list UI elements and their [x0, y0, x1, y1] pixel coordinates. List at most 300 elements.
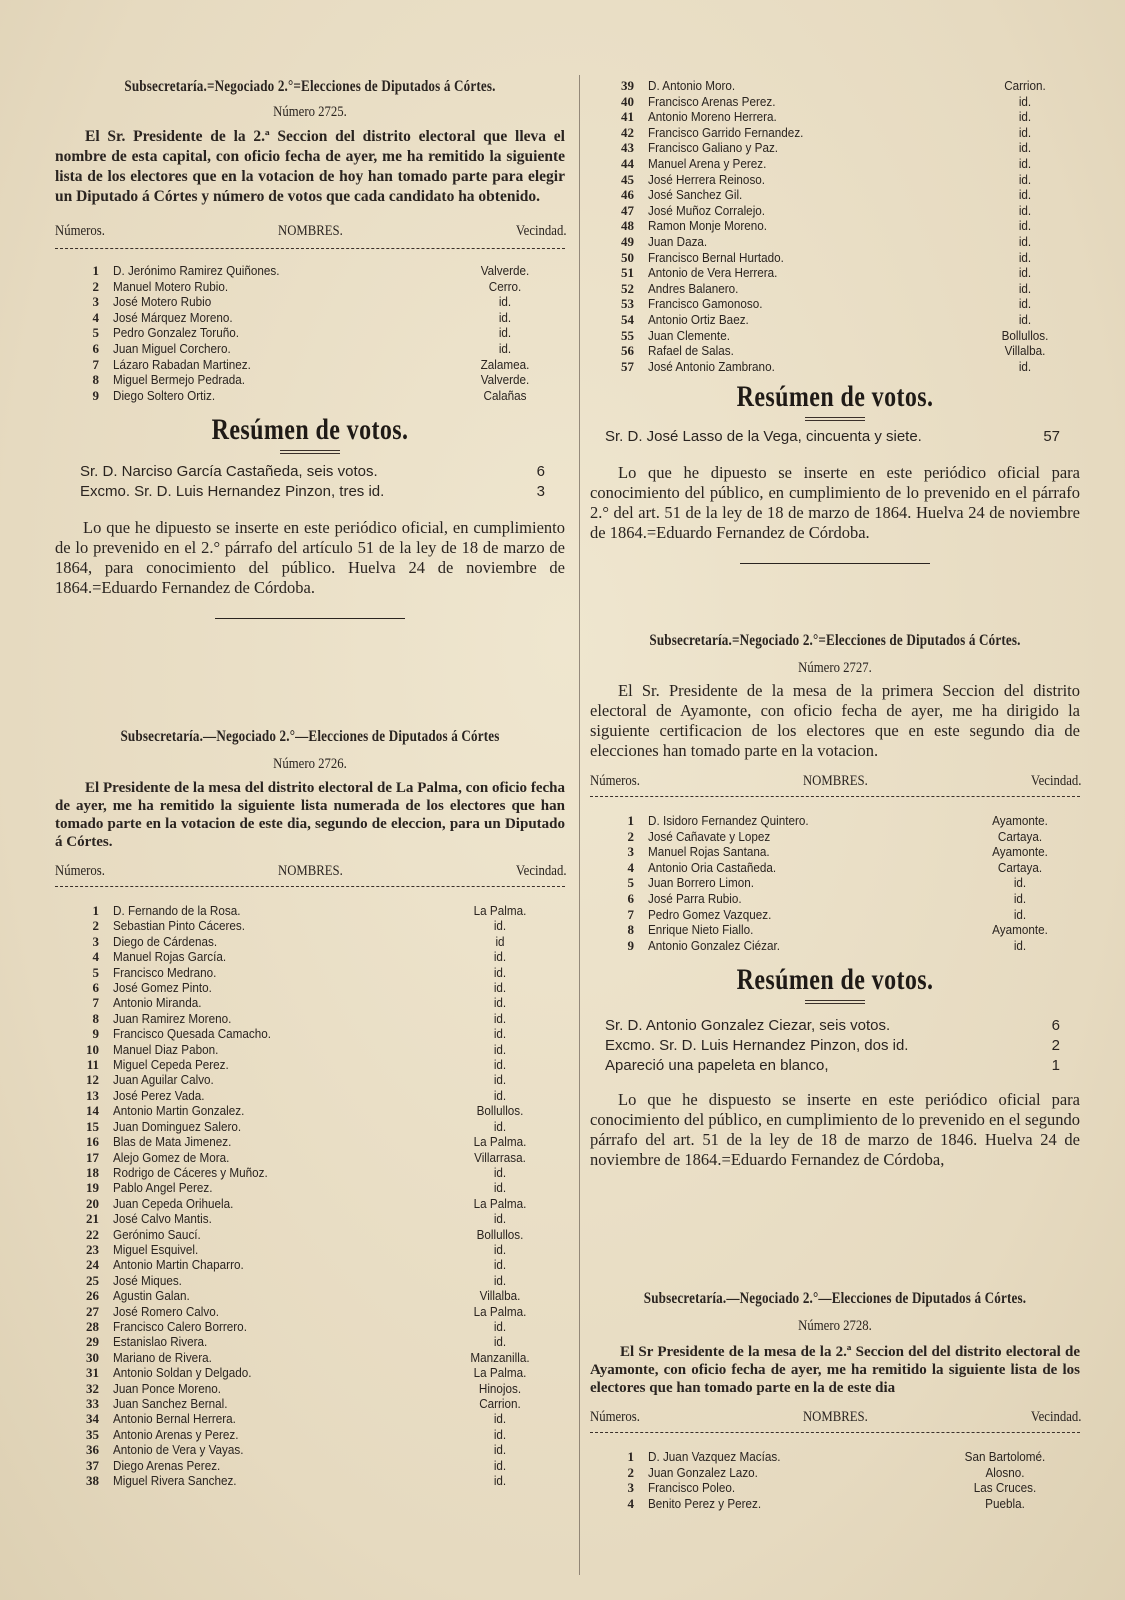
col-vecindad: Vecindad.: [1030, 1409, 1082, 1425]
elector-vecindad: id.: [1018, 109, 1032, 125]
elector-vecindad: Bollullos.: [476, 1103, 524, 1119]
elector-vecindad: id.: [493, 1318, 507, 1334]
table-row: [55, 1273, 565, 1288]
row-number: 57: [621, 358, 634, 374]
table-row: [55, 1458, 565, 1473]
resumen-title: Resúmen de votos.: [211, 413, 409, 447]
col-numeros: Números.: [55, 863, 105, 879]
elector-vecindad: id.: [493, 964, 507, 980]
row-number: 7: [627, 906, 634, 922]
elector-name: Francisco Arenas Perez.: [648, 93, 776, 109]
row-number: 25: [86, 1272, 99, 1288]
closing-text: Lo que he dipuesto se inserte en este periódico oficial para conocimiento del público, en cumplimiento de lo prevenido en el párrafo 2.° del art. 51 de la ley de 18 de marzo de 1864. Huelva 24 de noviembre de 1864.=Eduardo Fernandez de Córdoba.: [590, 463, 1080, 543]
section-number: Número 2725.: [273, 104, 347, 120]
elector-name: D. Isidoro Fernandez Quintero.: [648, 813, 809, 828]
elector-vecindad: id.: [1018, 296, 1032, 312]
row-number: 46: [621, 187, 634, 203]
elector-name: Juan Dominguez Salero.: [113, 1118, 242, 1134]
row-number: 12: [86, 1072, 99, 1088]
vote-summary: [590, 1016, 1080, 1076]
elector-vecindad: Manzanilla.: [470, 1349, 530, 1365]
closing-text: Lo que he dipuesto se inserte en este periódico oficial, en cumplimiento de lo prevenido en el 2.° párrafo del artículo 51 de la ley de 18 de marzo de 1864, para conocimiento del público. Huelva 24 de noviembre de 1864.=Eduardo Fernandez de Córdoba.: [55, 518, 565, 598]
elector-vecindad: id.: [493, 1211, 507, 1227]
elector-name: Manuel Rojas García.: [113, 949, 227, 965]
elector-vecindad: id.: [493, 1457, 507, 1473]
table-row: [590, 829, 1080, 845]
vote-line: Excmo. Sr. D. Luis Hernandez Pinzon, dos id. 2: [605, 1037, 1060, 1055]
elector-name: Antonio Miranda.: [113, 995, 202, 1011]
elector-name: José Sanchez Gil.: [648, 187, 743, 203]
row-number: 6: [627, 890, 634, 906]
elector-vecindad: Cartaya.: [997, 828, 1043, 844]
elector-name: Blas de Mata Jimenez.: [113, 1134, 232, 1150]
table-row: [590, 172, 1080, 188]
table-row: [55, 1334, 565, 1349]
resumen-title: Resúmen de votos.: [736, 380, 934, 414]
elector-name: Juan Ramirez Moreno.: [113, 1010, 232, 1026]
elector-vecindad: Bollullos.: [1001, 327, 1049, 343]
table-row: [55, 1211, 565, 1226]
elector-vecindad: id.: [1013, 890, 1027, 906]
row-number: 17: [86, 1149, 99, 1165]
section-separator: [740, 563, 930, 564]
row-number: 48: [621, 218, 634, 234]
table-row: [590, 907, 1080, 923]
elector-list: [55, 263, 565, 403]
elector-name: Miguel Cepeda Perez.: [113, 1057, 229, 1073]
col-nombres: NOMBRES.: [277, 223, 343, 239]
elector-vecindad: id.: [1018, 249, 1032, 265]
row-number: 38: [86, 1473, 99, 1489]
elector-name: Antonio Soldan y Delgado.: [113, 1365, 252, 1381]
table-row: [55, 1350, 565, 1365]
header-rule: [590, 796, 1080, 797]
col-nombres: NOMBRES.: [802, 1409, 868, 1425]
col-nombres: NOMBRES.: [802, 773, 868, 789]
row-number: 16: [86, 1134, 99, 1150]
table-row: 4 José Márquez Moreno. id.: [92, 309, 512, 325]
elector-vecindad: id.: [493, 1010, 507, 1026]
elector-vecindad: Puebla.: [985, 1495, 1025, 1511]
table-row: [590, 328, 1080, 344]
table-row: 5 Pedro Gonzalez Toruño. id.: [92, 325, 512, 341]
table-header: [55, 863, 567, 880]
elector-vecindad: id.: [1018, 311, 1032, 327]
row-number: 1: [92, 903, 99, 918]
elector-name: Agustin Galan.: [113, 1288, 190, 1304]
elector-name: Antonio de Vera Herrera.: [648, 265, 778, 281]
row-number: 30: [86, 1349, 99, 1365]
row-number: 8: [92, 1010, 99, 1026]
row-number: 40: [621, 93, 634, 109]
table-row: [590, 187, 1080, 203]
table-row: [590, 78, 1080, 94]
elector-name: Juan Cepeda Orihuela.: [113, 1195, 234, 1211]
section-2725: [55, 78, 565, 619]
elector-name: Benito Perez y Perez.: [648, 1495, 762, 1511]
table-row: [590, 218, 1080, 234]
table-row: [55, 1150, 565, 1165]
elector-vecindad: id.: [493, 1473, 507, 1489]
elector-name: Alejo Gomez de Mora.: [113, 1149, 230, 1165]
elector-name: D. Fernando de la Rosa.: [113, 903, 241, 918]
elector-name: Juan Gonzalez Lazo.: [648, 1464, 758, 1480]
elector-name: Antonio Oria Castañeda.: [648, 859, 777, 875]
elector-name: Antonio Ortiz Baez.: [648, 311, 749, 327]
table-row: [55, 1396, 565, 1411]
table-row: [590, 1480, 1080, 1496]
section-heading: Subsecretaría.=Negociado 2.°=Elecciones de Diputados á Córtes.: [124, 78, 496, 95]
row-number: 24: [86, 1257, 99, 1273]
row-number: 27: [86, 1303, 99, 1319]
table-row: [590, 875, 1080, 891]
elector-name: Antonio Martin Chaparro.: [113, 1257, 244, 1273]
section-intro: El Sr Presidente de la mesa de la 2.ª Seccion del del distrito electoral de Ayamonte, con oficio fecha de ayer, me ha remitido la siguiente lista de los electores que han tomado parte en la de este dia: [590, 1344, 1080, 1396]
table-row: [55, 934, 565, 949]
closing-text: Lo que he dispuesto se inserte en este periódico oficial para conocimiento del público, en cumplimiento de lo prevenido en el segundo párrafo del art. 51 de la ley de 18 de marzo de 1846. Huelva 24 de noviembre de 1864.=Eduardo Fernandez de Córdoba,: [590, 1090, 1080, 1170]
table-row: [55, 1365, 565, 1380]
elector-vecindad: La Palma.: [473, 1195, 527, 1211]
elector-vecindad: id.: [493, 1164, 507, 1180]
row-number: 13: [86, 1087, 99, 1103]
table-row: [590, 938, 1080, 954]
elector-vecindad: id.: [493, 1041, 507, 1057]
elector-vecindad: id.: [493, 980, 507, 996]
row-number: 28: [86, 1318, 99, 1334]
elector-name: José Parra Rubio.: [648, 890, 742, 906]
elector-vecindad: id.: [493, 1180, 507, 1196]
elector-name: José Romero Calvo.: [113, 1303, 220, 1319]
table-row: [55, 1304, 565, 1319]
row-number: 4: [92, 949, 99, 965]
elector-name: José Antonio Zambrano.: [648, 358, 775, 374]
table-row: [55, 1165, 565, 1180]
row-number: 52: [621, 280, 634, 296]
elector-list: [55, 903, 565, 1488]
elector-vecindad: id.: [1018, 358, 1032, 374]
elector-vecindad: id.: [1018, 202, 1032, 218]
elector-name: D. Antonio Moro.: [648, 78, 736, 93]
elector-vecindad: id.: [493, 1442, 507, 1458]
table-row: [55, 949, 565, 964]
row-number: 39: [621, 78, 634, 93]
section-2728: [590, 1290, 1080, 1511]
col-vecindad: Vecindad.: [1030, 773, 1082, 789]
col-nombres: NOMBRES.: [277, 863, 343, 879]
header-rule: [55, 886, 565, 887]
elector-name: Antonio Bernal Herrera.: [113, 1411, 236, 1427]
elector-name: Pablo Angel Perez.: [113, 1180, 213, 1196]
elector-vecindad: Villalba.: [479, 1288, 521, 1304]
elector-vecindad: id.: [493, 1411, 507, 1427]
elector-vecindad: id.: [1018, 280, 1032, 296]
row-number: 4: [627, 1495, 634, 1511]
row-number: 53: [621, 296, 634, 312]
table-row: [55, 1088, 565, 1103]
table-row: [590, 891, 1080, 907]
elector-vecindad: Villarrasa.: [474, 1149, 526, 1165]
table-header: [55, 223, 567, 240]
table-row: [590, 343, 1080, 359]
table-row: [590, 312, 1080, 328]
table-row: [590, 860, 1080, 876]
section-heading: Subsecretaría.=Negociado 2.°=Elecciones de Diputados á Córtes.: [649, 632, 1021, 649]
header-rule: [55, 248, 565, 249]
row-number: 23: [86, 1241, 99, 1257]
row-number: 26: [86, 1288, 99, 1304]
elector-vecindad: Las Cruces.: [973, 1480, 1037, 1496]
elector-vecindad: Ayamonte.: [992, 922, 1048, 938]
elector-name: Francisco Garrido Fernandez.: [648, 124, 804, 140]
section-number: Número 2728.: [798, 1318, 872, 1334]
row-number: 3: [627, 1480, 634, 1496]
row-number: 21: [86, 1211, 99, 1227]
row-number: 15: [86, 1118, 99, 1134]
elector-name: Diego de Cárdenas.: [113, 933, 218, 949]
elector-vecindad: id.: [1018, 140, 1032, 156]
row-number: 35: [86, 1426, 99, 1442]
table-row: [55, 1134, 565, 1149]
table-row: [55, 1011, 565, 1026]
col-numeros: Números.: [590, 1409, 640, 1425]
col-numeros: Números.: [590, 773, 640, 789]
vote-summary: [590, 427, 1080, 447]
row-number: 49: [621, 233, 634, 249]
row-number: 14: [86, 1103, 99, 1119]
table-row: [55, 980, 565, 995]
elector-name: José Calvo Mantis.: [113, 1211, 212, 1227]
row-number: 9: [627, 937, 634, 953]
elector-vecindad: id.: [493, 1057, 507, 1073]
elector-vecindad: id.: [493, 1426, 507, 1442]
elector-name: Gerónimo Saucí.: [113, 1226, 201, 1242]
row-number: 18: [86, 1164, 99, 1180]
table-row: 1 D. Jerónimo Ramirez Quiñones. Valverde.: [92, 263, 530, 278]
elector-name: Diego Arenas Perez.: [113, 1457, 221, 1473]
row-number: 54: [621, 311, 634, 327]
table-row: [590, 109, 1080, 125]
section-number: Número 2726.: [273, 756, 347, 772]
row-number: 1: [627, 1449, 634, 1464]
elector-name: Juan Ponce Moreno.: [113, 1380, 221, 1396]
elector-name: Francisco Galiano y Paz.: [648, 140, 779, 156]
table-row: [55, 1411, 565, 1426]
section-2726: [55, 728, 565, 1488]
section-2727: [590, 632, 1080, 1170]
elector-name: Manuel Rojas Santana.: [648, 844, 770, 860]
elector-name: José Cañavate y Lopez: [648, 828, 771, 844]
elector-name: Juan Aguilar Calvo.: [113, 1072, 214, 1088]
row-number: 6: [92, 980, 99, 996]
row-number: 7: [92, 995, 99, 1011]
elector-vecindad: id.: [1018, 93, 1032, 109]
row-number: 34: [86, 1411, 99, 1427]
table-row: [590, 234, 1080, 250]
row-number: 33: [86, 1396, 99, 1411]
table-row: [55, 1180, 565, 1195]
elector-name: José Muñoz Corralejo.: [648, 202, 766, 218]
elector-vecindad: id.: [1018, 171, 1032, 187]
elector-vecindad: id.: [493, 995, 507, 1011]
row-number: 3: [627, 844, 634, 860]
elector-vecindad: id.: [1018, 187, 1032, 203]
elector-vecindad: id.: [493, 1118, 507, 1134]
elector-name: Francisco Poleo.: [648, 1480, 736, 1496]
table-row: [55, 1072, 565, 1087]
elector-name: Mariano de Rivera.: [113, 1349, 212, 1365]
table-row: [590, 156, 1080, 172]
table-row: [590, 359, 1080, 375]
elector-name: José Herrera Reinoso.: [648, 171, 766, 187]
elector-vecindad: id.: [493, 1087, 507, 1103]
elector-vecindad: Villalba.: [1004, 343, 1046, 359]
row-number: 1: [627, 813, 634, 828]
elector-name: Juan Borrero Limon.: [648, 875, 755, 891]
row-number: 3: [92, 933, 99, 949]
elector-vecindad: id.: [493, 949, 507, 965]
table-row: [55, 1227, 565, 1242]
row-number: 5: [92, 964, 99, 980]
row-number: 19: [86, 1180, 99, 1196]
col-vecindad: Vecindad.: [515, 223, 567, 239]
elector-name: Juan Clemente.: [648, 327, 730, 343]
elector-vecindad: Ayamonte.: [992, 813, 1048, 828]
elector-vecindad: La Palma.: [473, 1303, 527, 1319]
elector-name: Juan Daza.: [648, 233, 708, 249]
table-row: [55, 1427, 565, 1442]
vote-line: Apareció una papeleta en blanco, 1: [605, 1057, 1060, 1075]
table-row: [55, 1042, 565, 1057]
elector-vecindad: Hinojos.: [478, 1380, 522, 1396]
elector-vecindad: id.: [1013, 875, 1027, 891]
elector-vecindad: La Palma.: [473, 1365, 527, 1381]
elector-vecindad: id.: [493, 1241, 507, 1257]
elector-name: Antonio Arenas y Perez.: [113, 1426, 239, 1442]
elector-name: Antonio Gonzalez Ciézar.: [648, 937, 781, 953]
elector-name: Francisco Quesada Camacho.: [113, 1026, 272, 1042]
row-number: 43: [621, 140, 634, 156]
table-row: [55, 1473, 565, 1488]
ornament-rule: [805, 417, 865, 421]
col-numeros: Números.: [55, 223, 105, 239]
row-number: 50: [621, 249, 634, 265]
section-separator: [215, 618, 405, 619]
elector-vecindad: id.: [1018, 155, 1032, 171]
elector-vecindad: id.: [493, 1257, 507, 1273]
elector-name: Francisco Gamonoso.: [648, 296, 763, 312]
row-number: 20: [86, 1195, 99, 1211]
elector-vecindad: id.: [493, 1272, 507, 1288]
row-number: 32: [86, 1380, 99, 1396]
vote-summary: [55, 462, 565, 502]
elector-name: D. Juan Vazquez Macías.: [648, 1449, 781, 1464]
row-number: 51: [621, 265, 634, 281]
row-number: 45: [621, 171, 634, 187]
elector-name: Antonio de Vera y Vayas.: [113, 1442, 244, 1458]
elector-name: José Miques.: [113, 1272, 182, 1288]
table-row: 2 Manuel Motero Rubio. Cerro.: [92, 278, 522, 294]
table-row: [55, 1026, 565, 1041]
table-row: 3 José Motero Rubio id.: [92, 294, 512, 310]
col-vecindad: Vecindad.: [515, 863, 567, 879]
header-rule: [590, 1432, 1080, 1433]
elector-list: [590, 1449, 1080, 1511]
table-row: [55, 918, 565, 933]
vote-line: Sr. D. José Lasso de la Vega, cincuenta y siete. 57: [605, 428, 1060, 446]
row-number: 5: [627, 875, 634, 891]
elector-vecindad: Alosno.: [985, 1464, 1025, 1480]
row-number: 37: [86, 1457, 99, 1473]
elector-name: Andres Balanero.: [648, 280, 739, 296]
table-row: 7 Lázaro Rabadan Martinez. Zalamea.: [92, 356, 530, 372]
table-row: [590, 813, 1080, 829]
row-number: 10: [86, 1041, 99, 1057]
row-number: 4: [627, 859, 634, 875]
table-row: 6 Juan Miguel Corchero. id.: [92, 340, 512, 356]
section-number: Número 2727.: [798, 660, 872, 676]
elector-vecindad: id.: [1018, 265, 1032, 281]
table-row: [55, 903, 565, 918]
elector-name: Miguel Esquivel.: [113, 1241, 199, 1257]
elector-name: José Gomez Pinto.: [113, 980, 212, 996]
row-number: 29: [86, 1334, 99, 1350]
row-number: 36: [86, 1442, 99, 1458]
elector-name: Antonio Martin Gonzalez.: [113, 1103, 245, 1119]
elector-vecindad: Ayamonte.: [992, 844, 1048, 860]
section-intro: El Presidente de la mesa del distrito electoral de La Palma, con oficio fecha de ayer, me ha remitido la siguiente lista numerada de los electores que han tomado parte en la votacion de este dia, segundo de eleccion, para un Diputado á Córtes.: [55, 780, 565, 850]
table-row: [55, 1257, 565, 1272]
elector-name: Francisco Bernal Hurtado.: [648, 249, 784, 265]
elector-vecindad: Carrion.: [1004, 78, 1046, 93]
elector-vecindad: id.: [1018, 124, 1032, 140]
row-number: 47: [621, 202, 634, 218]
elector-name: Francisco Medrano.: [113, 964, 217, 980]
table-row: [590, 94, 1080, 110]
elector-name: José Perez Vada.: [113, 1087, 205, 1103]
table-row: [590, 1465, 1080, 1481]
row-number: 11: [86, 1057, 99, 1073]
table-row: [590, 844, 1080, 860]
ornament-rule: [805, 1000, 865, 1004]
vote-line: Excmo. Sr. D. Luis Hernandez Pinzon, tres id. 3: [80, 483, 545, 501]
elector-vecindad: San Bartolomé.: [964, 1449, 1046, 1464]
row-number: 41: [621, 109, 634, 125]
ornament-rule: [280, 450, 340, 454]
table-row: [590, 250, 1080, 266]
elector-name: Estanislao Rivera.: [113, 1334, 208, 1350]
row-number: 2: [92, 918, 99, 934]
table-row: [55, 995, 565, 1010]
elector-vecindad: id.: [493, 1026, 507, 1042]
row-number: 42: [621, 124, 634, 140]
elector-name: Ramon Monje Moreno.: [648, 218, 768, 234]
table-header: [590, 773, 1081, 790]
elector-vecindad: id.: [1013, 906, 1027, 922]
elector-list: [590, 813, 1080, 953]
elector-name: Francisco Calero Borrero.: [113, 1318, 247, 1334]
row-number: 8: [627, 922, 634, 938]
elector-vecindad: id.: [1018, 233, 1032, 249]
table-row: [55, 1196, 565, 1211]
row-number: 2: [627, 828, 634, 844]
table-row: [55, 965, 565, 980]
table-row: [590, 265, 1080, 281]
elector-vecindad: id: [495, 933, 505, 949]
row-number: 44: [621, 155, 634, 171]
elector-vecindad: id.: [1013, 937, 1027, 953]
row-number: 31: [86, 1365, 99, 1381]
row-number: 55: [621, 327, 634, 343]
